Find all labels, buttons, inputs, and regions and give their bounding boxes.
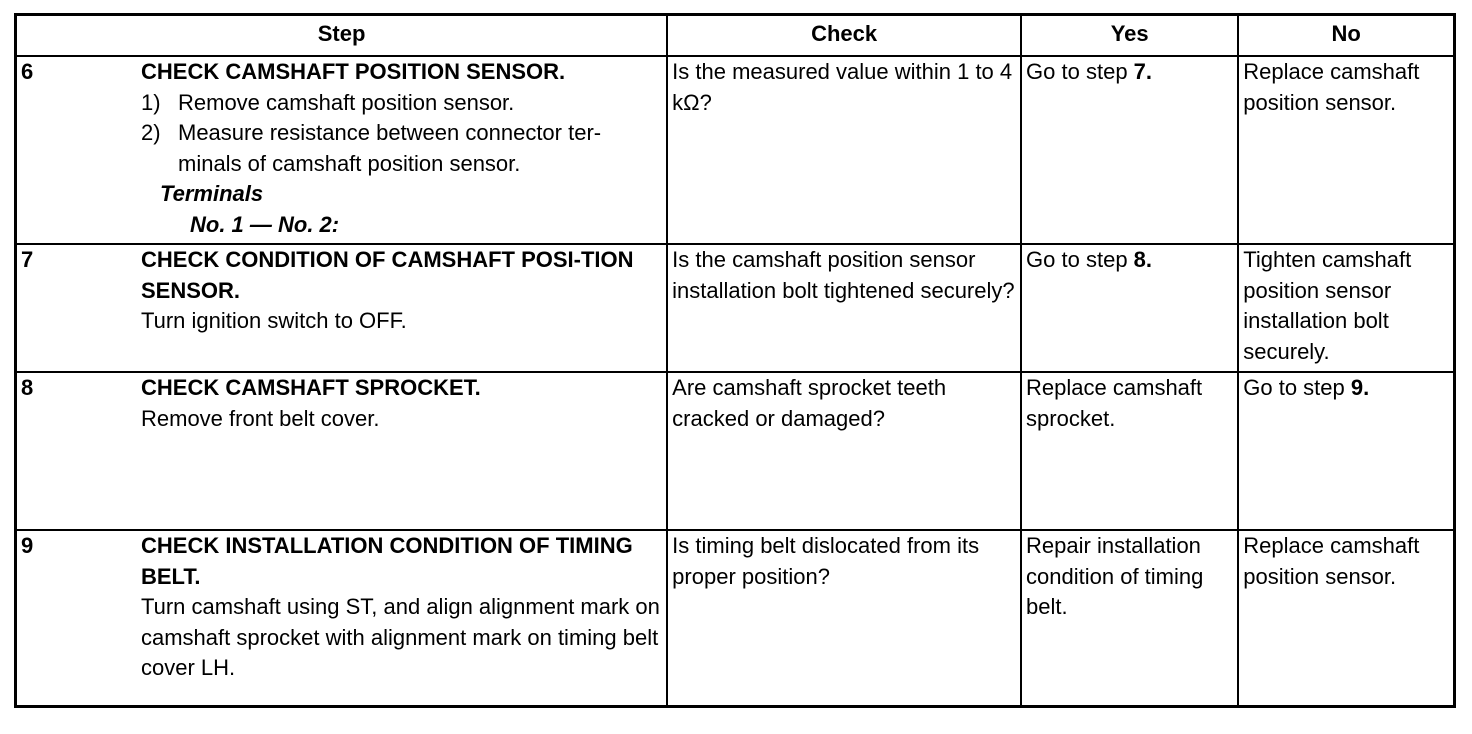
table-row — [16, 56, 1455, 244]
check-cell: Is the camshaft position sensor installation bolt tightened securely? — [667, 244, 1021, 372]
step-cell — [16, 530, 668, 707]
step-description: Turn camshaft using ST, and align alignment mark on camshaft sprocket with alignment mark on timing belt cover LH. — [141, 594, 660, 680]
yes-prefix: Go to step — [1026, 247, 1134, 272]
header-step: Step — [16, 15, 668, 57]
no-step-link: 9. — [1350, 375, 1370, 400]
step-cell — [16, 244, 668, 372]
yes-cell — [1021, 244, 1238, 372]
step-cell — [16, 372, 668, 530]
step-number: 6 — [21, 59, 34, 84]
no-cell: Tighten camshaft position sensor installation bolt securely. — [1238, 244, 1454, 372]
yes-cell: Repair installation condition of timing belt. — [1021, 530, 1238, 707]
header-yes: Yes — [1021, 15, 1238, 57]
header-row — [16, 15, 1455, 57]
list-item-text: Remove camshaft position sensor. — [178, 89, 515, 115]
terminals-label: Terminals — [160, 181, 264, 206]
step-title: CHECK CONDITION OF CAMSHAFT POSI-TION SENSOR. — [141, 247, 634, 303]
yes-cell: Replace camshaft sprocket. — [1021, 372, 1238, 530]
step-title: CHECK CAMSHAFT POSITION SENSOR. — [141, 59, 566, 84]
step-description: Remove front belt cover. — [141, 405, 380, 431]
step-cell — [16, 56, 668, 244]
no-cell: Replace camshaft position sensor. — [1238, 530, 1454, 707]
no-cell: Replace camshaft position sensor. — [1238, 56, 1454, 244]
step-title: CHECK INSTALLATION CONDITION OF TIMING BELT. — [141, 533, 633, 589]
check-cell: Are camshaft sprocket teeth cracked or damaged? — [667, 372, 1021, 530]
table-row — [16, 244, 1455, 372]
step-number: 9 — [21, 533, 34, 558]
diagnostic-table — [14, 13, 1456, 708]
yes-step-link: 8. — [1133, 247, 1153, 272]
step-description: Turn ignition switch to OFF. — [141, 308, 407, 333]
yes-step-link: 7. — [1133, 59, 1153, 84]
table-row — [16, 530, 1455, 707]
yes-cell — [1021, 56, 1238, 244]
check-cell: Is the measured value within 1 to 4 kΩ? — [667, 56, 1021, 244]
check-cell: Is timing belt dislocated from its proper position? — [667, 530, 1021, 707]
step-number: 7 — [21, 247, 34, 272]
header-no: No — [1238, 15, 1454, 57]
no-cell — [1238, 372, 1454, 530]
step-number: 8 — [21, 375, 34, 400]
list-item — [141, 88, 662, 119]
header-check: Check — [667, 15, 1021, 57]
terminals-value: No. 1 — No. 2: — [190, 211, 340, 237]
step-title: CHECK CAMSHAFT SPROCKET. — [141, 375, 481, 400]
no-prefix: Go to step — [1243, 375, 1351, 400]
list-item-number: 2) — [141, 120, 161, 145]
list-item-number: 1) — [141, 89, 161, 115]
list-item-text: Measure resistance between connector ter-minals of camshaft position sensor. — [178, 120, 602, 176]
list-item — [141, 118, 662, 179]
table-row — [16, 372, 1455, 530]
yes-prefix: Go to step — [1026, 59, 1134, 84]
